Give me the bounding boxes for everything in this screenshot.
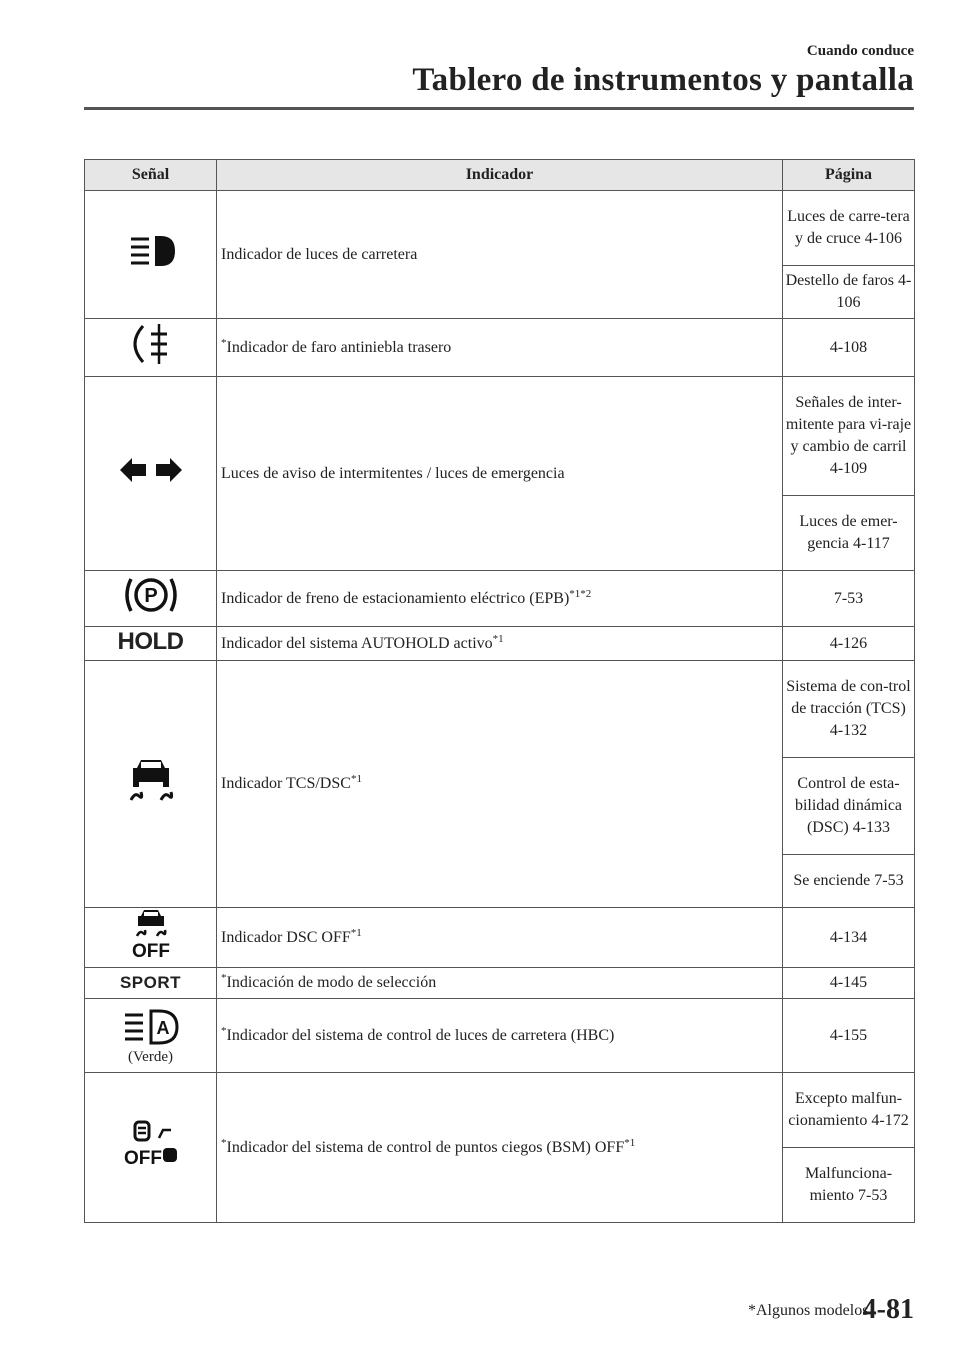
hbc-icon-letter: A xyxy=(156,1017,169,1038)
svg-text:P: P xyxy=(143,585,158,607)
table-row xyxy=(85,627,915,661)
high-beam-icon xyxy=(85,191,217,319)
table-row xyxy=(85,661,915,758)
turn-signal-arrows-icon xyxy=(85,377,217,571)
table-header-row xyxy=(85,160,915,191)
rear-fog-icon xyxy=(85,319,217,377)
page-ref: Luces de emer-gencia 4-117 xyxy=(783,496,915,571)
bsm-off-icon-label: OFF xyxy=(123,1148,162,1169)
indicator-cell xyxy=(217,908,783,968)
indicator-cell xyxy=(217,968,783,999)
table-row xyxy=(85,1073,915,1148)
indicator-text: Indicador de freno de estacionamiento eléctrico (EPB) xyxy=(221,589,570,607)
epb-icon xyxy=(85,571,217,627)
footnote-mark: *1 xyxy=(350,773,362,785)
footnote-text: *Algunos modelos xyxy=(748,1302,869,1319)
page-number: 4-81 xyxy=(862,1294,914,1325)
page-ref: 4-126 xyxy=(783,627,915,661)
page-ref: 4-134 xyxy=(783,908,915,968)
column-header-indicator: Indicador xyxy=(217,160,783,191)
section-label: Cuando conduce xyxy=(806,43,914,59)
indicator-cell xyxy=(217,661,783,908)
table-row xyxy=(85,999,915,1073)
dsc-off-icon xyxy=(85,908,217,968)
table-row xyxy=(85,377,915,496)
column-header-page: Página xyxy=(783,160,915,191)
page-ref: Control de esta-bilidad dinámica (DSC) 4-133 xyxy=(783,758,915,855)
indicator-cell xyxy=(217,999,783,1073)
indicator-text: Luces de aviso de intermitentes / luces de emergencia xyxy=(217,377,783,571)
page-ref: 4-108 xyxy=(783,319,915,377)
icon-caption: (Verde) xyxy=(128,1048,173,1065)
page-ref: Luces de carre-tera y de cruce 4-106 xyxy=(783,191,915,266)
page-ref: 4-155 xyxy=(783,999,915,1073)
asterisk-mark: * xyxy=(221,1024,227,1037)
tcs-dsc-icon xyxy=(85,661,217,908)
indicator-text: Indicador del sistema de control de luces de carretera (HBC) xyxy=(226,1026,615,1044)
hbc-icon xyxy=(85,999,217,1073)
page-ref: 4-145 xyxy=(783,968,915,999)
indicator-text: Indicador del sistema de control de puntos ciegos (BSM) OFF xyxy=(226,1138,625,1156)
header-rule xyxy=(84,107,914,110)
asterisk-mark: * xyxy=(221,336,227,349)
hold-icon-label: HOLD xyxy=(117,628,184,655)
footnote-mark: *1 xyxy=(492,632,504,645)
asterisk-mark: * xyxy=(221,1136,227,1149)
footnote-mark: *1*2 xyxy=(569,587,592,600)
page-ref: Se enciende 7-53 xyxy=(783,855,915,908)
column-header-signal: Señal xyxy=(85,160,217,191)
dsc-off-icon-label: OFF xyxy=(131,941,170,960)
indicator-table xyxy=(84,159,915,1223)
indicator-cell xyxy=(217,1073,783,1223)
indicator-text: Indicador TCS/DSC xyxy=(221,775,351,792)
indicator-text: Indicador de luces de carretera xyxy=(217,191,783,319)
table-row xyxy=(85,191,915,266)
page-ref: Señales de inter-mitente para vi-raje y cambio de carril 4-109 xyxy=(783,377,915,496)
footnote-mark: *1 xyxy=(624,1136,636,1149)
footnote-mark: *1 xyxy=(350,926,362,939)
page-ref: Sistema de con-trol de tracción (TCS) 4-132 xyxy=(783,661,915,758)
table-row xyxy=(85,571,915,627)
indicator-cell xyxy=(217,319,783,377)
bsm-off-icon xyxy=(85,1073,217,1223)
page-ref: Excepto malfun-cionamiento 4-172 xyxy=(783,1073,915,1148)
page-ref: Destello de faros 4-106 xyxy=(783,266,915,319)
indicator-text: Indicación de modo de selección xyxy=(226,974,437,991)
indicator-text: Indicador DSC OFF xyxy=(221,928,351,946)
page-ref: 7-53 xyxy=(783,571,915,627)
table-row xyxy=(85,319,915,377)
indicator-text: Indicador del sistema AUTOHOLD activo xyxy=(221,634,493,652)
page-title: Tablero de instrumentos y pantalla xyxy=(412,62,914,98)
table-row xyxy=(85,908,915,968)
sport-icon xyxy=(85,968,217,999)
indicator-cell xyxy=(217,571,783,627)
page-ref: Malfunciona-miento 7-53 xyxy=(783,1148,915,1223)
sport-icon-label: SPORT xyxy=(119,972,182,992)
asterisk-mark: * xyxy=(221,972,227,984)
indicator-text: Indicador de faro antiniebla trasero xyxy=(226,338,452,356)
indicator-cell xyxy=(217,627,783,661)
table-row xyxy=(85,968,915,999)
hold-icon xyxy=(85,627,217,661)
